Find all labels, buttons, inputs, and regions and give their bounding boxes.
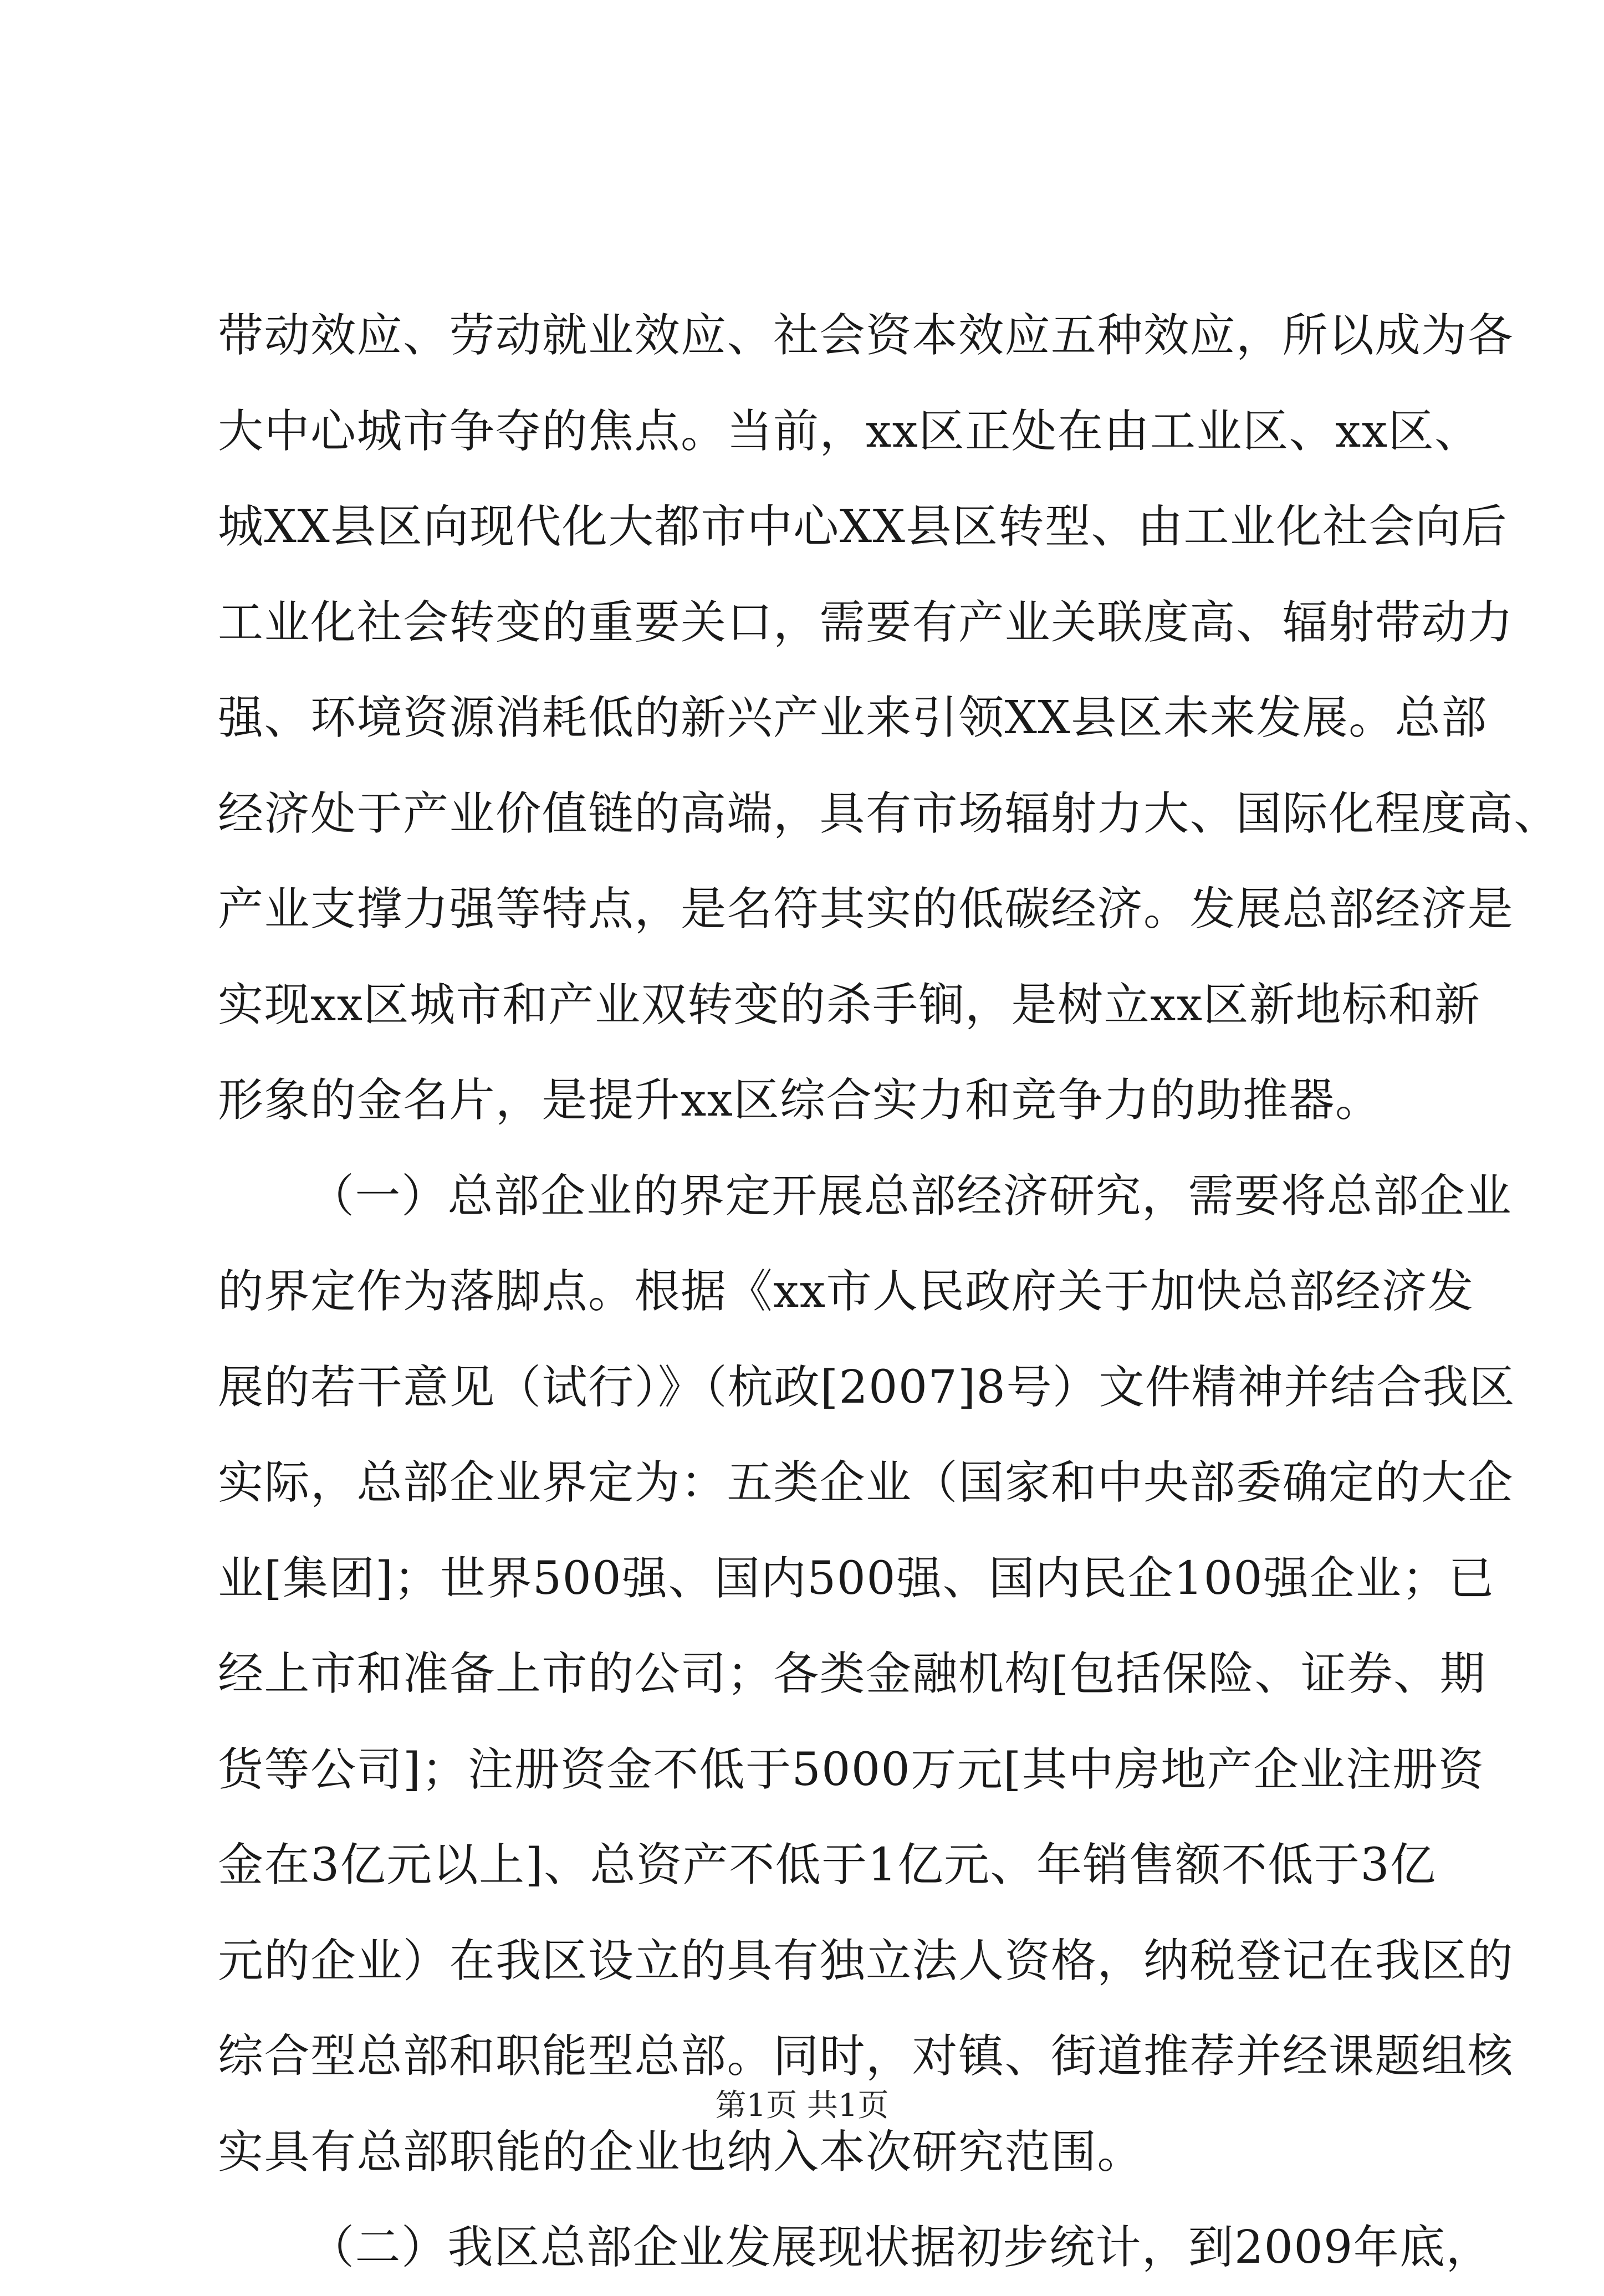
text-line: 实际，总部企业界定为：五类企业（国家和中央部委确定的大企 — [218, 1456, 1514, 1509]
text-line: 强、环境资源消耗低的新兴产业来引领XX县区未来发展。总部 — [218, 692, 1488, 744]
text-line: 城XX县区向现代化大都市中心XX县区转型、由工业化社会向后 — [218, 500, 1508, 553]
section-heading-line: （二）我区总部企业发展现状据初步统计，到2009年底， — [309, 2221, 1493, 2274]
text-line: 元的企业）在我区设立的具有独立法人资格，纳税登记在我区的 — [218, 1934, 1514, 1987]
page-footer — [0, 2084, 1604, 2128]
text-line: 货等公司]；注册资金不低于5000万元[其中房地产企业注册资 — [218, 1743, 1485, 1796]
text-line: 大中心城市争夺的焦点。当前，xx区正处在由工业区、xx区、 — [218, 405, 1481, 458]
page-number-label: 第1页 共1页 — [715, 2088, 889, 2124]
text-line: 经济处于产业价值链的高端，具有市场辐射力大、国际化程度高、 — [218, 787, 1560, 840]
section-heading-line: （一）总部企业的界定开展总部经济研究，需要将总部企业 — [309, 1169, 1513, 1223]
text-line: 形象的金名片，是提升xx区综合实力和竞争力的助推器。 — [218, 1074, 1382, 1127]
text-line: 的界定作为落脚点。根据《xx市人民政府关于加快总部经济发 — [218, 1265, 1474, 1318]
text-line: 产业支撑力强等特点，是名符其实的低碳经济。发展总部经济是 — [218, 883, 1514, 935]
text-line: 业[集团]；世界500强、国内500强、国内民企100强企业；已 — [218, 1552, 1495, 1605]
text-line: 实具有总部职能的企业也纳入本次研究范围。 — [218, 2125, 1144, 2179]
text-line: 经上市和准备上市的公司；各类金融机构[包括保险、证券、期 — [218, 1648, 1486, 1700]
text-line: 综合型总部和职能型总部。同时，对镇、街道推荐并经课题组核 — [218, 2030, 1514, 2083]
text-line: 金在3亿元以上]、总资产不低于1亿元、年销售额不低于3亿 — [218, 1839, 1437, 1891]
document-body — [218, 288, 1560, 2296]
text-line: 工业化社会转变的重要关口，需要有产业关联度高、辐射带动力 — [218, 596, 1514, 649]
text-line: 带动效应、劳动就业效应、社会资本效应五种效应，所以成为各 — [218, 309, 1514, 362]
text-line: 实现xx区城市和产业双转变的杀手锏，是树立xx区新地标和新 — [218, 978, 1481, 1031]
text-line: 展的若干意见（试行）》（杭政[2007]8号）文件精神并结合我区 — [218, 1361, 1515, 1414]
